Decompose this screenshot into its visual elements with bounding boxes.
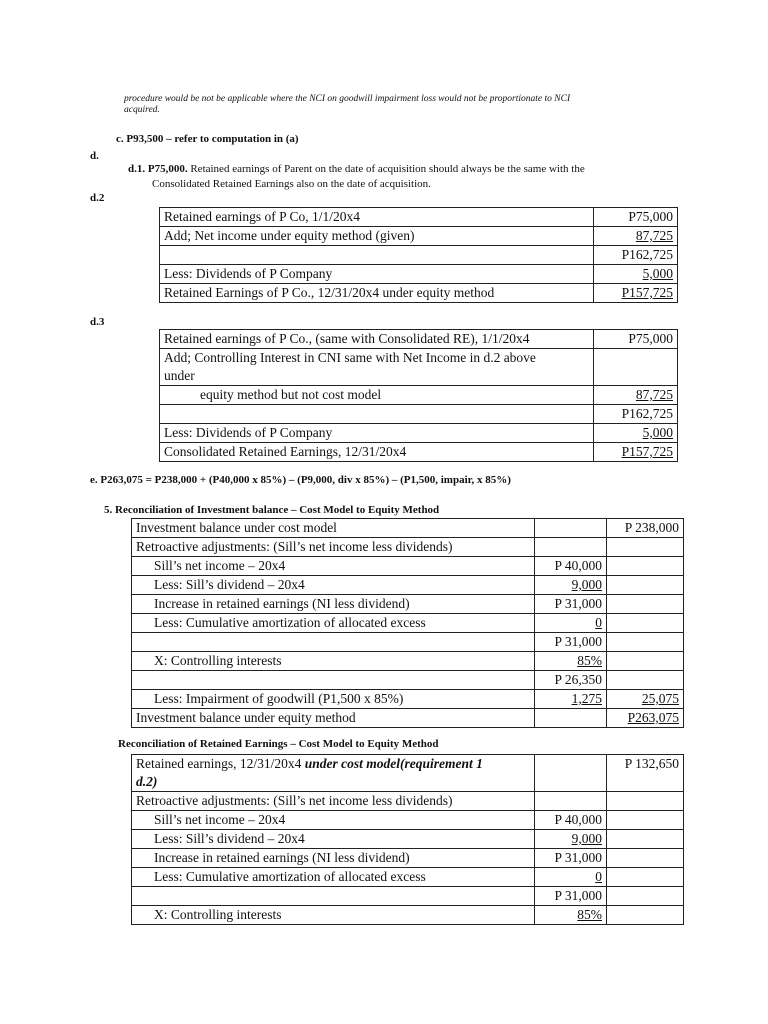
- table-cell-label: equity method but not cost model: [160, 386, 594, 405]
- table-cell-right: [607, 906, 684, 925]
- table-cell-right: [607, 811, 684, 830]
- table-cell-amount: 87,725: [594, 386, 678, 405]
- table-row: [132, 652, 684, 671]
- table-cell-label: [160, 246, 594, 265]
- answer-d1-amount: d.1. P75,000.: [128, 163, 188, 175]
- table-cell-label: Less: Dividends of P Company: [160, 265, 594, 284]
- answer-d1: [128, 163, 585, 175]
- table-cell-label: X: Controlling interests: [132, 652, 535, 671]
- table-cell-right: [607, 652, 684, 671]
- answer-d1-text: Retained earnings of Parent on the date of acquisition should always be the same with the: [187, 163, 585, 175]
- table-cell-mid: 85%: [535, 652, 607, 671]
- table-cell-mid: 9,000: [535, 576, 607, 595]
- table-cell-mid: P 26,350: [535, 671, 607, 690]
- table-row: [132, 709, 684, 728]
- table-cell-mid: [535, 755, 607, 792]
- table-cell-right: [607, 595, 684, 614]
- table-cell-label: Increase in retained earnings (NI less dividend): [132, 595, 535, 614]
- table-row: [160, 246, 678, 265]
- table-cell-label: Investment balance under cost model: [132, 519, 535, 538]
- section-5-title: 5. Reconciliation of Investment balance – Cost Model to Equity Method: [104, 504, 440, 516]
- table-cell-amount: P157,725: [594, 443, 678, 462]
- table-cell-label: Sill’s net income – 20x4: [132, 811, 535, 830]
- table-row: [160, 208, 678, 227]
- table-cell-amount: P75,000: [594, 330, 678, 349]
- table-d3: [159, 329, 678, 462]
- table-row: [132, 538, 684, 557]
- table-d2: [159, 207, 678, 303]
- table-cell-label: Retained Earnings of P Co., 12/31/20x4 under equity method: [160, 284, 594, 303]
- table-row: [160, 284, 678, 303]
- table-cell-label: [132, 671, 535, 690]
- table-row: [132, 830, 684, 849]
- table-row: [160, 349, 678, 386]
- table-row: [132, 868, 684, 887]
- table-cell-label: Consolidated Retained Earnings, 12/31/20x4: [160, 443, 594, 462]
- table-row: [160, 405, 678, 424]
- table-cell-label-emphasis: under cost model(requirement 1: [304, 756, 483, 771]
- table-cell-label-emphasis-cont: d.2): [136, 774, 158, 789]
- table-row: [132, 557, 684, 576]
- table-cell-amount: 87,725: [594, 227, 678, 246]
- table-row: [132, 811, 684, 830]
- table-row: [132, 614, 684, 633]
- table-cell-label: Less: Dividends of P Company: [160, 424, 594, 443]
- table-cell-label: Add; Net income under equity method (given): [160, 227, 594, 246]
- table-cell-label-line1: Add; Controlling Interest in CNI same with Net Income in d.2 above: [164, 350, 536, 365]
- answer-d1-text2: Consolidated Retained Earnings also on the date of acquisition.: [152, 178, 431, 190]
- table-cell-mid: 85%: [535, 906, 607, 925]
- table-row: [132, 633, 684, 652]
- table-cell-mid: P 40,000: [535, 557, 607, 576]
- table-cell-label: Less: Cumulative amortization of allocated excess: [132, 868, 535, 887]
- table-cell-right: [607, 538, 684, 557]
- table-cell-right: [607, 792, 684, 811]
- table-row: [132, 576, 684, 595]
- table-cell-label: [132, 887, 535, 906]
- table-cell-amount: 5,000: [594, 424, 678, 443]
- table-row: [132, 849, 684, 868]
- table-cell-mid: 0: [535, 614, 607, 633]
- table-cell-label: Less: Impairment of goodwill (P1,500 x 85%): [132, 690, 535, 709]
- table-row: [160, 386, 678, 405]
- table-row: [132, 595, 684, 614]
- table-cell-right: [607, 868, 684, 887]
- table-row: [132, 671, 684, 690]
- table-cell-mid: 1,275: [535, 690, 607, 709]
- answer-e: e. P263,075 = P238,000 + (P40,000 x 85%) – (P9,000, div x 85%) – (P1,500, impair, x 85%): [90, 474, 511, 486]
- table-cell-mid: 0: [535, 868, 607, 887]
- table-row: [132, 690, 684, 709]
- table-cell-amount: P75,000: [594, 208, 678, 227]
- table-row: [160, 330, 678, 349]
- answer-d2-label: d.2: [90, 192, 105, 204]
- table-cell-amount: P162,725: [594, 246, 678, 265]
- table-cell-mid: P 31,000: [535, 887, 607, 906]
- table-cell-label: [160, 405, 594, 424]
- table-cell-right: [607, 830, 684, 849]
- table-cell-label: [132, 633, 535, 652]
- table-cell-right: [607, 633, 684, 652]
- table-cell-mid: 9,000: [535, 830, 607, 849]
- table-cell-amount: P157,725: [594, 284, 678, 303]
- table-row: [132, 887, 684, 906]
- table-cell-label: X: Controlling interests: [132, 906, 535, 925]
- table-row: [160, 265, 678, 284]
- table-cell-mid: P 31,000: [535, 595, 607, 614]
- table-row: [160, 443, 678, 462]
- table-cell-right: [607, 614, 684, 633]
- table-cell-right: P 238,000: [607, 519, 684, 538]
- table-retained-earnings-reconciliation: [131, 754, 684, 925]
- table-cell-label: Retroactive adjustments: (Sill’s net income less dividends): [132, 792, 535, 811]
- table-cell-label: Retained earnings of P Co., (same with Consolidated RE), 1/1/20x4: [160, 330, 594, 349]
- table-cell-label: Less: Cumulative amortization of allocated excess: [132, 614, 535, 633]
- table-cell-label: Increase in retained earnings (NI less dividend): [132, 849, 535, 868]
- table-cell-mid: [535, 792, 607, 811]
- table-cell-label: Retained earnings of P Co, 1/1/20x4: [160, 208, 594, 227]
- intro-note-line2: acquired.: [124, 105, 160, 115]
- table-row: [132, 519, 684, 538]
- table-cell-right: [607, 849, 684, 868]
- table-row: [132, 906, 684, 925]
- table-cell-mid: P 31,000: [535, 633, 607, 652]
- table-row: [160, 227, 678, 246]
- table-cell-mid: P 31,000: [535, 849, 607, 868]
- table-cell-label: Less: Sill’s dividend – 20x4: [132, 830, 535, 849]
- table-cell-label: Less: Sill’s dividend – 20x4: [132, 576, 535, 595]
- table-cell-right: [607, 887, 684, 906]
- table-cell-amount: 5,000: [594, 265, 678, 284]
- table-cell-label: [132, 755, 535, 792]
- table-row: [132, 755, 684, 792]
- table-cell-label-text: Retained earnings, 12/31/20x4: [136, 756, 305, 771]
- table-cell-right: [607, 671, 684, 690]
- table-cell-right: [607, 557, 684, 576]
- table-row: [160, 424, 678, 443]
- table-cell-amount: [594, 349, 678, 386]
- table-cell-right: 25,075: [607, 690, 684, 709]
- table-cell-mid: [535, 538, 607, 557]
- table-investment-reconciliation: [131, 518, 684, 728]
- table-cell-label: [160, 349, 594, 386]
- table-cell-mid: [535, 519, 607, 538]
- section-6-title: Reconciliation of Retained Earnings – Cost Model to Equity Method: [118, 738, 439, 750]
- table-cell-right: [607, 576, 684, 595]
- table-cell-amount: P162,725: [594, 405, 678, 424]
- table-row: [132, 792, 684, 811]
- table-cell-right: P263,075: [607, 709, 684, 728]
- table-cell-label-line2: under: [164, 368, 195, 383]
- answer-c: c. P93,500 – refer to computation in (a): [116, 133, 299, 145]
- answer-d-label: d.: [90, 150, 99, 162]
- table-cell-mid: [535, 709, 607, 728]
- table-cell-label: Investment balance under equity method: [132, 709, 535, 728]
- table-cell-label: Sill’s net income – 20x4: [132, 557, 535, 576]
- table-cell-right: P 132,650: [607, 755, 684, 792]
- table-cell-mid: P 40,000: [535, 811, 607, 830]
- table-cell-label: Retroactive adjustments: (Sill’s net income less dividends): [132, 538, 535, 557]
- intro-note-line1: procedure would be not be applicable where the NCI on goodwill impairment loss would not be proportionate to NCI: [124, 94, 571, 104]
- answer-d3-label: d.3: [90, 316, 105, 328]
